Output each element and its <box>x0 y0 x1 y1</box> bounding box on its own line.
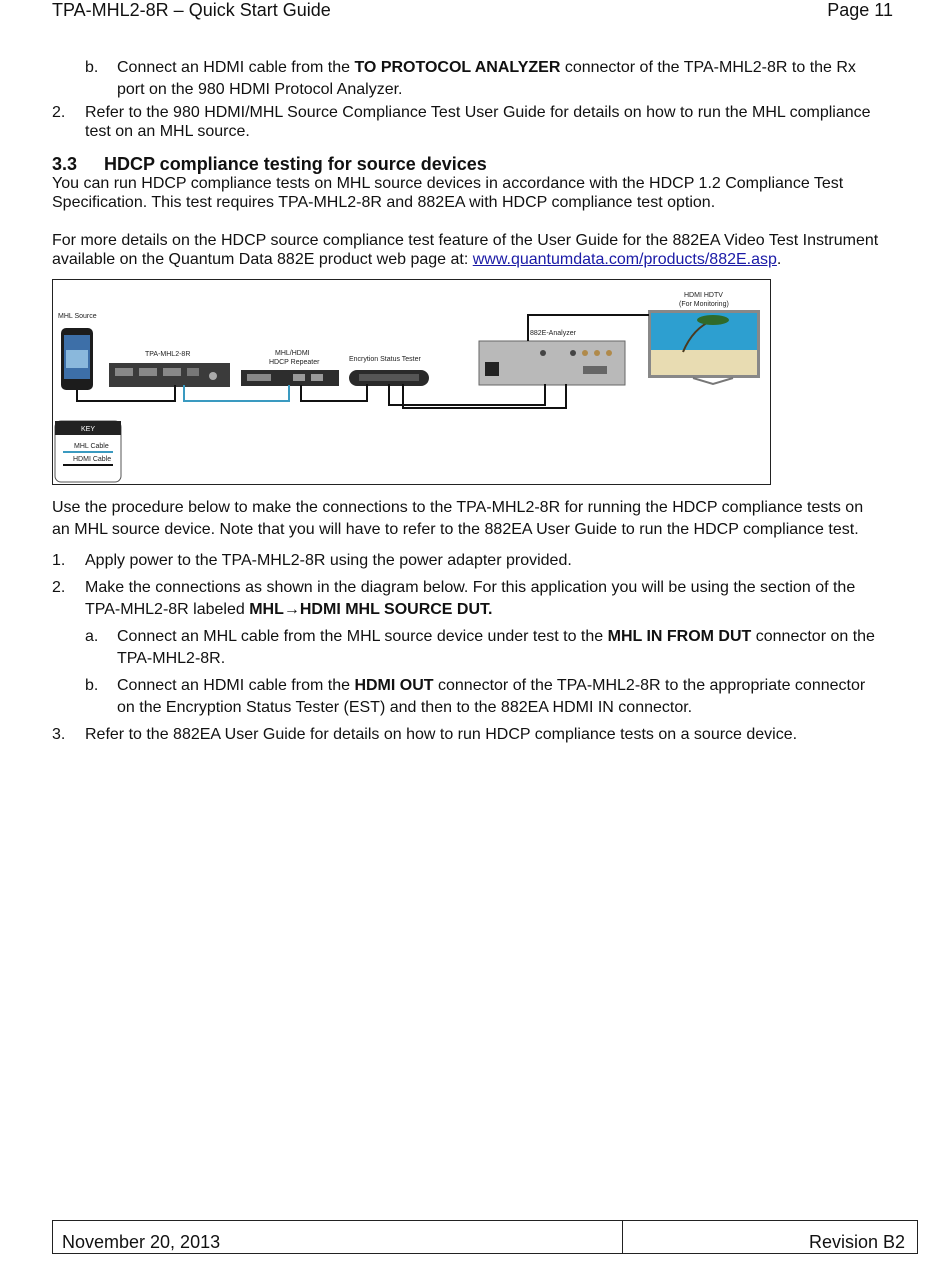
header-title: TPA-MHL2-8R – Quick Start Guide <box>52 0 331 20</box>
repeater-label-1: MHL/HDMI <box>275 350 310 357</box>
footer-revision: Revision B2 <box>808 1232 905 1252</box>
analyzer-device-icon <box>479 341 625 385</box>
mhl-cable-line <box>184 385 289 401</box>
intro-item-2: 2. Refer to the 980 HDMI/MHL Source Compliance Test User Guide for details on how to run the MHL compliance test on an MHL source. <box>52 104 871 140</box>
section-title: HDCP compliance testing for source devices <box>104 154 487 174</box>
list-marker: b. <box>85 677 99 694</box>
repeater-label-2: HDCP Repeater <box>269 359 320 366</box>
diagram-key <box>55 421 121 482</box>
footer-divider <box>622 1221 623 1253</box>
section-paragraph-2: For more details on the HDCP source compliance test feature of the User Guide for the 882EA Video Test Instrument available on the Quantum Data 882E product web page at: www.quantumdata.com/products/882E.asp. <box>52 232 879 268</box>
key-hdmi-label: HDMI Cable <box>73 456 112 463</box>
connection-diagram <box>52 279 771 485</box>
mhl-source-label: MHL Source <box>58 313 97 320</box>
analyzer-label: 882E-Analyzer <box>530 330 576 337</box>
footer-date: November 20, 2013 <box>62 1232 221 1252</box>
step-2b: b. Connect an HDMI cable from the HDMI OUT connector of the TPA-MHL2-8R to the appropriate connector on the Encryption Status Tester (EST) and then to the 882EA HDMI IN connector. <box>85 677 866 716</box>
key-title: KEY <box>81 426 96 433</box>
est-label: Encrytion Status Tester <box>349 356 421 363</box>
list-marker: 3. <box>52 726 66 743</box>
tpa-device-icon <box>109 363 230 387</box>
step-1: 1. Apply power to the TPA-MHL2-8R using the power adapter provided. <box>52 550 922 572</box>
connection-diagram-svg <box>53 280 770 484</box>
product-page-link[interactable]: www.quantumdata.com/products/882E.asp <box>472 251 777 268</box>
intro-item-b: b. Connect an HDMI cable from the TO PROTOCOL ANALYZER connector of the TPA-MHL2-8R to the Rx port on the 980 HDMI Protocol Analyzer. <box>85 59 856 98</box>
section-heading <box>52 154 487 175</box>
list-marker: 2. <box>52 579 66 596</box>
est-device-icon <box>349 370 429 386</box>
hdtv-label-1: HDMI HDTV <box>684 292 723 299</box>
page-number: Page 11 <box>827 0 893 20</box>
step-3: 3. Refer to the 882EA User Guide for details on how to run HDCP compliance tests on a source device. <box>52 724 922 746</box>
list-marker: b. <box>85 59 99 76</box>
step-2: 2. Make the connections as shown in the diagram below. For this application you will be using the section of the TPA-MHL2-8R labeled MHL→HDMI MHL SOURCE DUT. <box>52 579 856 618</box>
tpa-label: TPA-MHL2-8R <box>145 351 191 358</box>
procedure-paragraph: Use the procedure below to make the connections to the TPA-MHL2-8R for running the HDCP compliance tests on an MHL source device. Note that you will have to refer to the 882EA User Guide to run the HDCP compliance test. <box>52 499 864 538</box>
hdtv-label-2: (For Monitoring) <box>679 301 729 308</box>
hdtv-icon <box>648 310 760 384</box>
list-marker: 2. <box>52 104 66 121</box>
list-marker: 1. <box>52 552 66 569</box>
list-marker: a. <box>85 628 99 645</box>
step-2a: a. Connect an MHL cable from the MHL source device under test to the MHL IN FROM DUT connector on the TPA-MHL2-8R. <box>85 628 875 667</box>
key-mhl-label: MHL Cable <box>74 443 109 450</box>
repeater-device-icon <box>241 370 339 386</box>
section-paragraph-1: You can run HDCP compliance tests on MHL source devices in accordance with the HDCP 1.2 Compliance Test Specification. This test requires TPA-MHL2-8R and 882EA with HDCP compliance test option. <box>52 175 844 211</box>
phone-icon <box>61 328 93 390</box>
page-footer <box>52 1220 918 1254</box>
section-number: 3.3 <box>52 154 78 174</box>
